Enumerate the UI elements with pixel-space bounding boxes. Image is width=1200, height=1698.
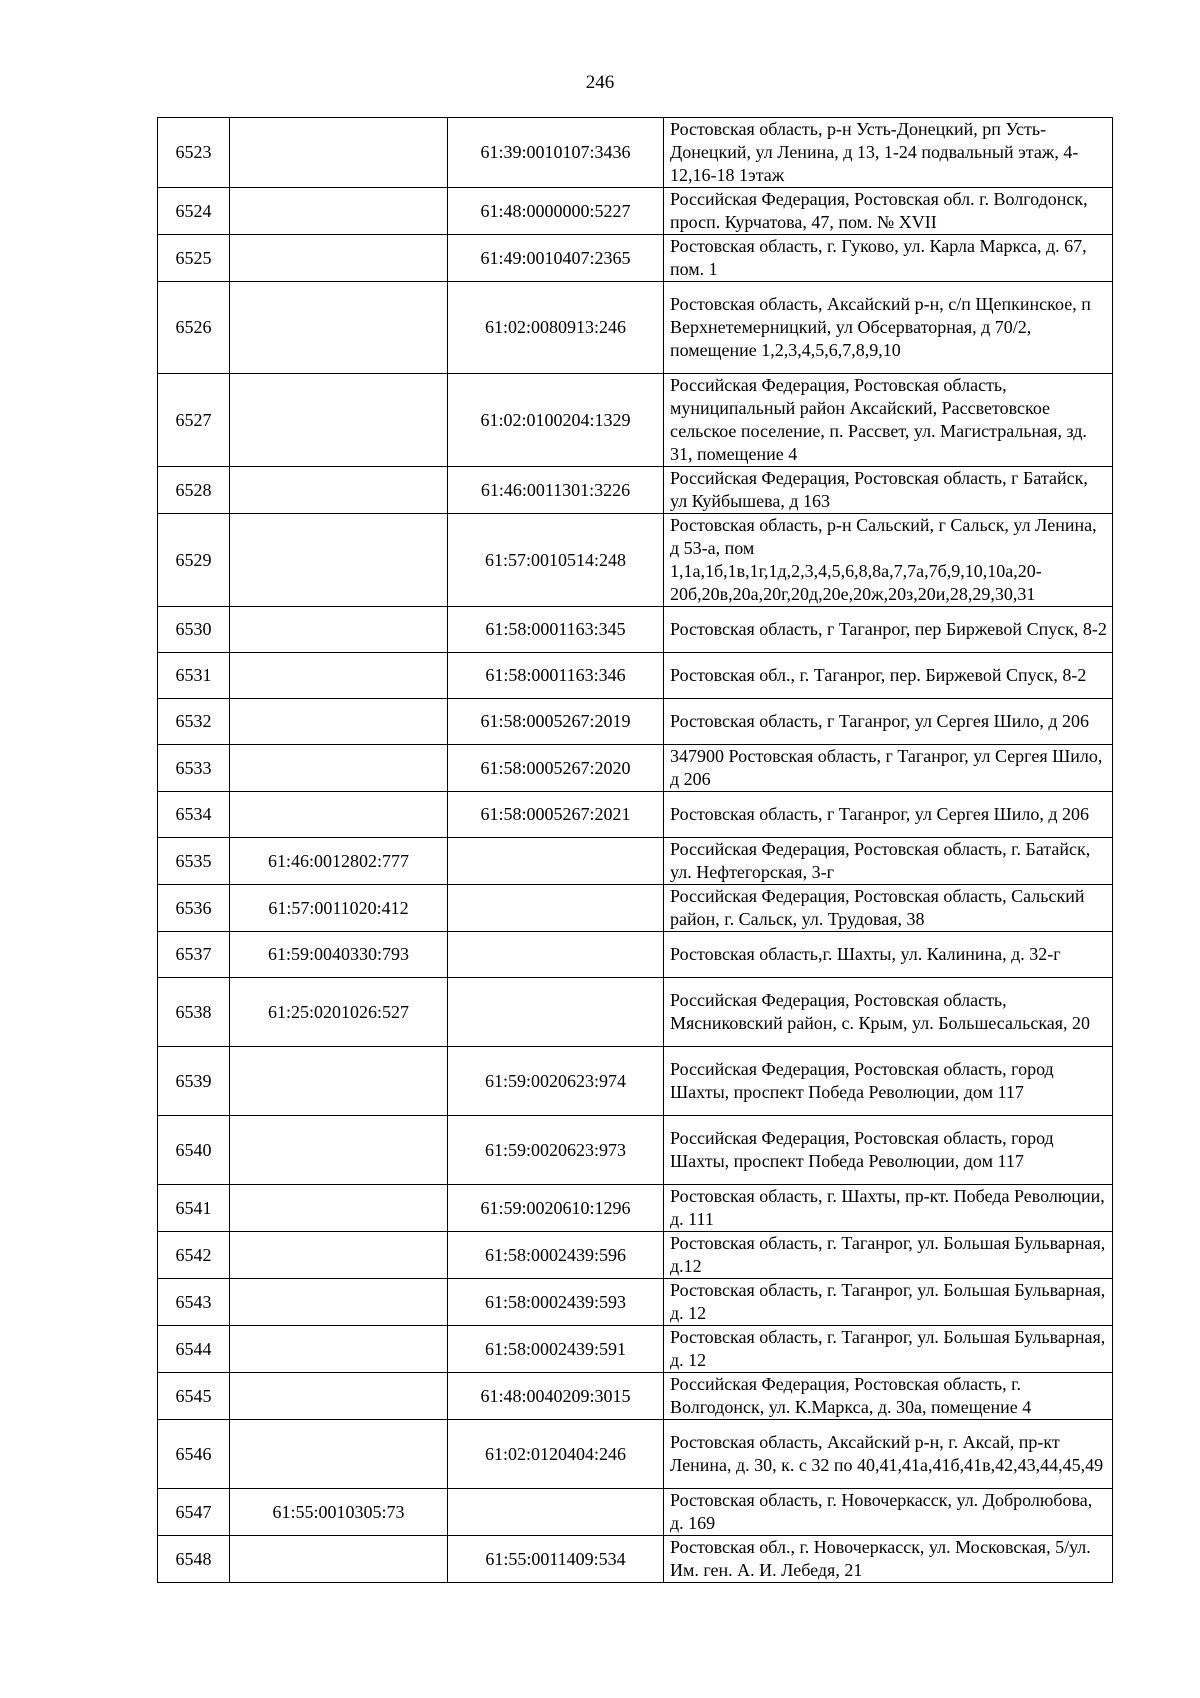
address-cell: Ростовская область, Аксайский р-н, г. Аксай, пр-кт Ленина, д. 30, к. с 32 по 40,41,41а,41б,41в,42,43,44,45,49 — [664, 1420, 1113, 1489]
address-cell: Ростовская область, г. Гуково, ул. Карла Маркса, д. 67, пом. 1 — [664, 235, 1113, 282]
address-cell: Ростовская область, р-н Усть-Донецкий, рп Усть-Донецкий, ул Ленина, д 13, 1-24 подвальный этаж, 4-12,16-18 1этаж — [664, 118, 1113, 188]
row-number-cell: 6535 — [158, 838, 230, 885]
row-number-cell: 6524 — [158, 188, 230, 235]
address-cell: Российская Федерация, Ростовская область, г Батайск, ул Куйбышева, д 163 — [664, 467, 1113, 514]
building-cadastral-number-cell — [230, 745, 448, 792]
table-row — [158, 838, 1113, 885]
table-row — [158, 885, 1113, 932]
row-number-cell: 6541 — [158, 1185, 230, 1232]
row-number-cell: 6529 — [158, 514, 230, 607]
table-row — [158, 1489, 1113, 1536]
building-cadastral-number-cell — [230, 235, 448, 282]
table-row — [158, 1420, 1113, 1489]
building-cadastral-number-cell — [230, 282, 448, 374]
address-cell: Ростовская область, г. Таганрог, ул. Большая Бульварная, д.12 — [664, 1232, 1113, 1279]
building-cadastral-number-cell — [230, 607, 448, 653]
premise-cadastral-number-cell: 61:02:0100204:1329 — [448, 374, 664, 467]
table-row — [158, 932, 1113, 978]
registry-table-body — [158, 118, 1113, 1583]
table-row — [158, 1279, 1113, 1326]
building-cadastral-number-cell — [230, 118, 448, 188]
address-cell: Ростовская обл., г. Новочеркасск, ул. Московская, 5/ул. Им. ген. А. И. Лебедя, 21 — [664, 1536, 1113, 1583]
address-cell: Ростовская область, г. Таганрог, ул. Большая Бульварная, д. 12 — [664, 1279, 1113, 1326]
address-cell: Российская Федерация, Ростовская область, город Шахты, проспект Победа Революции, дом 117 — [664, 1047, 1113, 1116]
premise-cadastral-number-cell — [448, 885, 664, 932]
building-cadastral-number-cell — [230, 188, 448, 235]
address-cell: Российская Федерация, Ростовская область, Сальский район, г. Сальск, ул. Трудовая, 38 — [664, 885, 1113, 932]
row-number-cell: 6544 — [158, 1326, 230, 1373]
building-cadastral-number-cell — [230, 374, 448, 467]
row-number-cell: 6523 — [158, 118, 230, 188]
building-cadastral-number-cell — [230, 1420, 448, 1489]
premise-cadastral-number-cell: 61:02:0120404:246 — [448, 1420, 664, 1489]
building-cadastral-number-cell — [230, 1279, 448, 1326]
table-row — [158, 188, 1113, 235]
row-number-cell: 6538 — [158, 978, 230, 1047]
table-row — [158, 118, 1113, 188]
address-cell: Ростовская область, р-н Сальский, г Сальск, ул Ленина, д 53-а, пом 1,1а,1б,1в,1г,1д,2,3,4,5,6,8,8а,7,7а,7б,9,10,10а,20-20б,20в,20а,20г,20д,20е,20ж,20з,20и,28,29,30,31 — [664, 514, 1113, 607]
row-number-cell: 6547 — [158, 1489, 230, 1536]
page-number: 246 — [585, 72, 615, 93]
premise-cadastral-number-cell: 61:46:0011301:3226 — [448, 467, 664, 514]
premise-cadastral-number-cell: 61:49:0010407:2365 — [448, 235, 664, 282]
building-cadastral-number-cell: 61:57:0011020:412 — [230, 885, 448, 932]
premise-cadastral-number-cell: 61:58:0001163:345 — [448, 607, 664, 653]
address-cell: Ростовская область, г. Новочеркасск, ул. Добролюбова, д. 169 — [664, 1489, 1113, 1536]
table-row — [158, 374, 1113, 467]
row-number-cell: 6527 — [158, 374, 230, 467]
premise-cadastral-number-cell: 61:48:0000000:5227 — [448, 188, 664, 235]
building-cadastral-number-cell — [230, 514, 448, 607]
building-cadastral-number-cell — [230, 792, 448, 838]
row-number-cell: 6543 — [158, 1279, 230, 1326]
table-row — [158, 792, 1113, 838]
premise-cadastral-number-cell: 61:58:0005267:2020 — [448, 745, 664, 792]
row-number-cell: 6530 — [158, 607, 230, 653]
premise-cadastral-number-cell: 61:58:0002439:591 — [448, 1326, 664, 1373]
table-row — [158, 978, 1113, 1047]
table-row — [158, 1326, 1113, 1373]
address-cell: Ростовская область, г Таганрог, пер Биржевой Спуск, 8-2 — [664, 607, 1113, 653]
building-cadastral-number-cell — [230, 653, 448, 699]
premise-cadastral-number-cell — [448, 1489, 664, 1536]
address-cell: Российская Федерация, Ростовская область, город Шахты, проспект Победа Революции, дом 117 — [664, 1116, 1113, 1185]
building-cadastral-number-cell — [230, 1373, 448, 1420]
premise-cadastral-number-cell: 61:39:0010107:3436 — [448, 118, 664, 188]
building-cadastral-number-cell: 61:25:0201026:527 — [230, 978, 448, 1047]
row-number-cell: 6526 — [158, 282, 230, 374]
address-cell: Российская Федерация, Ростовская обл. г. Волгодонск, просп. Курчатова, 47, пом. № XVII — [664, 188, 1113, 235]
premise-cadastral-number-cell — [448, 932, 664, 978]
table-row — [158, 699, 1113, 745]
table-row — [158, 467, 1113, 514]
building-cadastral-number-cell: 61:46:0012802:777 — [230, 838, 448, 885]
premise-cadastral-number-cell: 61:58:0002439:593 — [448, 1279, 664, 1326]
building-cadastral-number-cell — [230, 1326, 448, 1373]
building-cadastral-number-cell — [230, 467, 448, 514]
address-cell: Ростовская область, г Таганрог, ул Сергея Шило, д 206 — [664, 699, 1113, 745]
premise-cadastral-number-cell: 61:59:0020623:974 — [448, 1047, 664, 1116]
row-number-cell: 6540 — [158, 1116, 230, 1185]
premise-cadastral-number-cell: 61:58:0005267:2021 — [448, 792, 664, 838]
table-row — [158, 1536, 1113, 1583]
address-cell: Российская Федерация, Ростовская область, г. Волгодонск, ул. К.Маркса, д. 30а, помещение 4 — [664, 1373, 1113, 1420]
row-number-cell: 6534 — [158, 792, 230, 838]
table-row — [158, 1232, 1113, 1279]
table-row — [158, 282, 1113, 374]
building-cadastral-number-cell — [230, 699, 448, 745]
building-cadastral-number-cell: 61:55:0010305:73 — [230, 1489, 448, 1536]
address-cell: Ростовская область, г. Шахты, пр-кт. Победа Революции, д. 111 — [664, 1185, 1113, 1232]
address-cell: Ростовская область, г. Таганрог, ул. Большая Бульварная, д. 12 — [664, 1326, 1113, 1373]
building-cadastral-number-cell — [230, 1232, 448, 1279]
building-cadastral-number-cell — [230, 1047, 448, 1116]
premise-cadastral-number-cell — [448, 978, 664, 1047]
address-cell: Ростовская область,г. Шахты, ул. Калинина, д. 32-г — [664, 932, 1113, 978]
premise-cadastral-number-cell: 61:59:0020623:973 — [448, 1116, 664, 1185]
table-row — [158, 1116, 1113, 1185]
building-cadastral-number-cell — [230, 1536, 448, 1583]
building-cadastral-number-cell — [230, 1116, 448, 1185]
row-number-cell: 6533 — [158, 745, 230, 792]
premise-cadastral-number-cell: 61:58:0002439:596 — [448, 1232, 664, 1279]
premise-cadastral-number-cell: 61:02:0080913:246 — [448, 282, 664, 374]
premise-cadastral-number-cell: 61:59:0020610:1296 — [448, 1185, 664, 1232]
premise-cadastral-number-cell: 61:57:0010514:248 — [448, 514, 664, 607]
premise-cadastral-number-cell — [448, 838, 664, 885]
building-cadastral-number-cell — [230, 1185, 448, 1232]
table-row — [158, 514, 1113, 607]
row-number-cell: 6542 — [158, 1232, 230, 1279]
row-number-cell: 6545 — [158, 1373, 230, 1420]
address-cell: 347900 Ростовская область, г Таганрог, ул Сергея Шило, д 206 — [664, 745, 1113, 792]
row-number-cell: 6537 — [158, 932, 230, 978]
row-number-cell: 6531 — [158, 653, 230, 699]
address-cell: Ростовская обл., г. Таганрог, пер. Биржевой Спуск, 8-2 — [664, 653, 1113, 699]
premise-cadastral-number-cell: 61:55:0011409:534 — [448, 1536, 664, 1583]
address-cell: Российская Федерация, Ростовская область, муниципальный район Аксайский, Рассветовское сельское поселение, п. Рассвет, ул. Магистральная, зд. 31, помещение 4 — [664, 374, 1113, 467]
table-row — [158, 1373, 1113, 1420]
row-number-cell: 6548 — [158, 1536, 230, 1583]
registry-table — [157, 117, 1113, 1583]
premise-cadastral-number-cell: 61:58:0005267:2019 — [448, 699, 664, 745]
row-number-cell: 6532 — [158, 699, 230, 745]
row-number-cell: 6525 — [158, 235, 230, 282]
table-row — [158, 1185, 1113, 1232]
address-cell: Российская Федерация, Ростовская область, г. Батайск, ул. Нефтегорская, 3-г — [664, 838, 1113, 885]
table-row — [158, 653, 1113, 699]
premise-cadastral-number-cell: 61:58:0001163:346 — [448, 653, 664, 699]
address-cell: Российская Федерация, Ростовская область, Мясниковский район, с. Крым, ул. Большесальская, 20 — [664, 978, 1113, 1047]
table-row — [158, 235, 1113, 282]
row-number-cell: 6546 — [158, 1420, 230, 1489]
row-number-cell: 6536 — [158, 885, 230, 932]
building-cadastral-number-cell: 61:59:0040330:793 — [230, 932, 448, 978]
table-row — [158, 1047, 1113, 1116]
address-cell: Ростовская область, г Таганрог, ул Сергея Шило, д 206 — [664, 792, 1113, 838]
row-number-cell: 6539 — [158, 1047, 230, 1116]
address-cell: Ростовская область, Аксайский р-н, с/п Щепкинское, п Верхнетемерницкий, ул Обсерваторная, д 70/2, помещение 1,2,3,4,5,6,7,8,9,10 — [664, 282, 1113, 374]
table-row — [158, 607, 1113, 653]
table-row — [158, 745, 1113, 792]
premise-cadastral-number-cell: 61:48:0040209:3015 — [448, 1373, 664, 1420]
row-number-cell: 6528 — [158, 467, 230, 514]
